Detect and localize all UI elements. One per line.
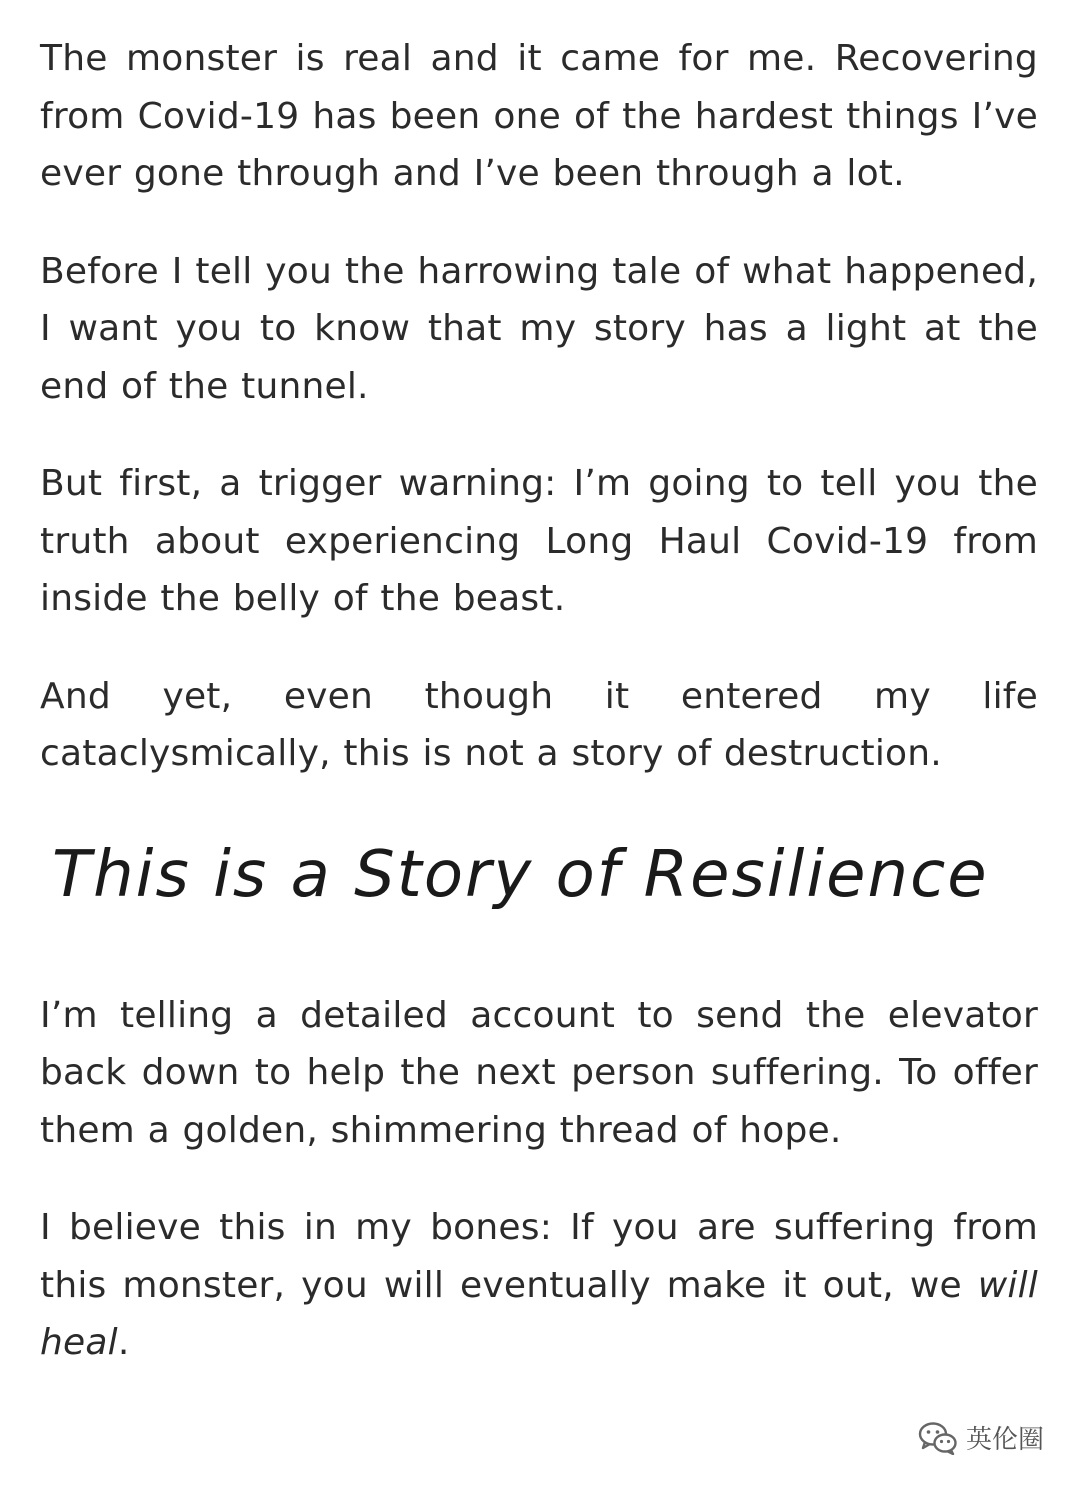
paragraph-2: Before I tell you the harrowing tale of what happened, I want you to know that my story has a light at the end of the tunnel. [40,250,1038,407]
paragraph-1: The monster is real and it came for me. Recovering from Covid-19 has been one of the hardest things I’ve ever gone through and I’ve been through a lot. [40,38,1038,194]
paragraph-4: And yet, even though it entered my life cataclysmically, this is not a story of destruction. [40,675,1038,774]
paragraph-6 [40,1199,1038,1372]
paragraph-6-emphasis: will heal [40,1264,1038,1363]
wechat-account-name: 英伦圈 [965,1425,1044,1455]
paragraph-6-end: . [117,1322,130,1363]
paragraph-6-text: I believe this in my bones: If you are suffering from this monster, you will eventually make it out, we [40,1207,1038,1306]
paragraph-3: But first, a trigger warning: I’m going to tell you the truth about experiencing Long Haul Covid-19 from inside the belly of the beast. [40,463,1038,619]
wechat-watermark [918,1419,1044,1456]
wechat-icon [918,1421,958,1455]
article-body [40,30,1038,1412]
section-heading: This is a Story of Resilience [52,837,989,912]
paragraph-5: I’m telling a detailed account to send the elevator back down to help the next person suffering. To offer them a golden, shimmering thread of hope. [40,994,1038,1151]
